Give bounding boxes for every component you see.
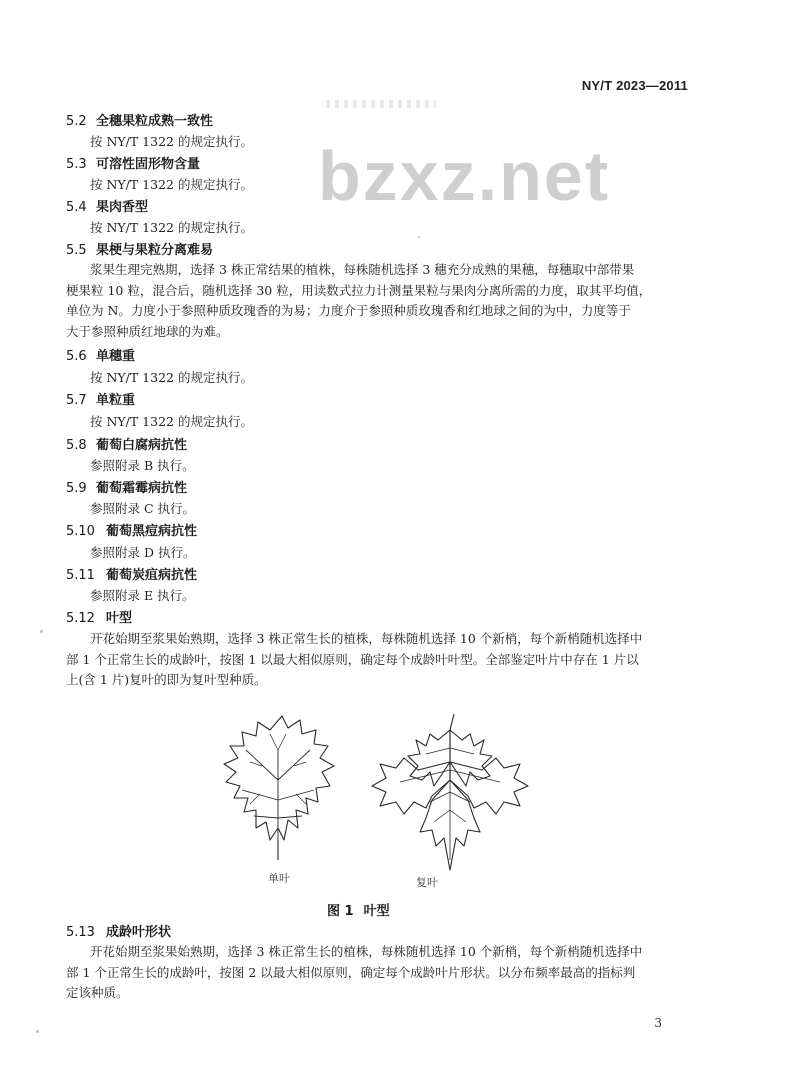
section-number: 5.13 bbox=[66, 925, 95, 940]
section-title: 葡萄白腐病抗性 bbox=[96, 438, 188, 453]
scan-speck bbox=[418, 236, 420, 238]
paragraph-line: 浆果生理完熟期，选择 3 株正常结果的植株，每株随机选择 3 穗充分成熟的果穗，每穗取中部带果 bbox=[90, 262, 635, 277]
section-5-11-heading bbox=[66, 564, 197, 583]
section-5-13-heading bbox=[66, 921, 171, 940]
paragraph-line: 部 1 个正常生长的成龄叶，按图 1 以最大相似原则，确定每个成龄叶叶型。全部鉴定叶片中存在 1 片以 bbox=[66, 651, 639, 667]
section-5-6-body: 按 NY/T 1322 的规定执行。 bbox=[90, 370, 253, 385]
section-5-7-body: 按 NY/T 1322 的规定执行。 bbox=[90, 414, 253, 429]
section-5-8-heading bbox=[66, 434, 187, 453]
section-number: 5.8 bbox=[66, 438, 87, 453]
page-number: 3 bbox=[654, 1016, 662, 1030]
section-title: 叶型 bbox=[106, 611, 133, 626]
paragraph-line: 梗果粒 10 粒，混合后，随机选择 30 粒，用读数式拉力计测量果粒与果肉分离所需的力度，取其平均值， bbox=[66, 282, 652, 298]
figure-title: 叶型 bbox=[363, 904, 390, 919]
scan-smudge bbox=[326, 100, 436, 108]
section-5-12-heading bbox=[66, 607, 132, 626]
section-5-9-body: 参照附录 C 执行。 bbox=[90, 501, 196, 516]
section-number: 5.10 bbox=[66, 524, 95, 539]
figure-leaf-types bbox=[210, 710, 610, 900]
section-5-10-body: 参照附录 D 执行。 bbox=[90, 545, 196, 560]
figure-number: 图 1 bbox=[327, 904, 354, 919]
section-title: 果肉香型 bbox=[96, 200, 149, 215]
section-5-2-heading bbox=[66, 110, 213, 129]
section-number: 5.7 bbox=[66, 393, 87, 408]
section-5-2-body: 按 NY/T 1322 的规定执行。 bbox=[90, 134, 253, 149]
label-compound-leaf: 复叶 bbox=[416, 876, 438, 889]
simple-leaf-drawing bbox=[224, 716, 334, 860]
section-number: 5.5 bbox=[66, 243, 87, 258]
section-5-7-heading bbox=[66, 389, 135, 408]
section-title: 可溶性固形物含量 bbox=[96, 157, 201, 172]
section-title: 单粒重 bbox=[96, 393, 136, 408]
section-5-9-heading bbox=[66, 477, 187, 496]
section-title: 全穗果粒成熟一致性 bbox=[96, 114, 214, 129]
label-simple-leaf: 单叶 bbox=[268, 872, 290, 885]
paragraph-line: 定该种质。 bbox=[66, 985, 129, 1000]
section-5-12-paragraph bbox=[66, 629, 688, 691]
section-5-5-heading bbox=[66, 239, 213, 258]
section-title: 葡萄霜霉病抗性 bbox=[96, 481, 188, 496]
section-title: 葡萄炭疽病抗性 bbox=[106, 568, 198, 583]
compound-leaf-drawing bbox=[372, 714, 528, 870]
section-title: 葡萄黑痘病抗性 bbox=[106, 524, 198, 539]
section-5-4-heading bbox=[66, 196, 148, 215]
section-5-3-body: 按 NY/T 1322 的规定执行。 bbox=[90, 177, 253, 192]
section-number: 5.12 bbox=[66, 611, 95, 626]
section-5-11-body: 参照附录 E 执行。 bbox=[90, 588, 195, 603]
section-number: 5.2 bbox=[66, 114, 87, 129]
section-5-10-heading bbox=[66, 520, 197, 539]
section-5-4-body: 按 NY/T 1322 的规定执行。 bbox=[90, 220, 253, 235]
paragraph-line: 单位为 N。力度小于参照种质玫瑰香的为易；力度介于参照种质玫瑰香和红地球之间的为中，力度等于 bbox=[66, 303, 631, 318]
paragraph-line: 上(含 1 片)复叶的即为复叶型种质。 bbox=[66, 672, 267, 687]
section-title: 果梗与果粒分离难易 bbox=[96, 243, 214, 258]
section-number: 5.11 bbox=[66, 568, 95, 583]
section-number: 5.6 bbox=[66, 349, 87, 364]
section-title: 成龄叶形状 bbox=[106, 925, 172, 940]
paragraph-line: 开花始期至浆果始熟期，选择 3 株正常生长的植株，每株随机选择 10 个新梢，每个新梢随机选择中 bbox=[90, 944, 643, 959]
watermark: bzxz.net bbox=[318, 137, 611, 215]
section-5-6-heading bbox=[66, 345, 135, 364]
section-5-3-heading bbox=[66, 153, 200, 172]
scan-speck bbox=[36, 1030, 39, 1033]
paragraph-line: 开花始期至浆果始熟期，选择 3 株正常生长的植株，每株随机选择 10 个新梢，每个新梢随机选择中 bbox=[90, 631, 643, 646]
standard-number: NY/T 2023—2011 bbox=[581, 78, 688, 93]
section-5-13-paragraph bbox=[66, 942, 688, 1004]
section-number: 5.9 bbox=[66, 481, 87, 496]
section-number: 5.3 bbox=[66, 157, 87, 172]
paragraph-line: 部 1 个正常生长的成龄叶，按图 2 以最大相似原则，确定每个成龄叶片形状。以分布频率最高的指标判 bbox=[66, 964, 636, 980]
section-title: 单穗重 bbox=[96, 349, 136, 364]
figure-caption bbox=[327, 900, 390, 919]
section-5-5-paragraph bbox=[66, 260, 688, 342]
section-5-8-body: 参照附录 B 执行。 bbox=[90, 458, 195, 473]
section-number: 5.4 bbox=[66, 200, 87, 215]
paragraph-line: 大于参照种质红地球的为难。 bbox=[66, 323, 229, 339]
scan-speck bbox=[40, 630, 43, 633]
